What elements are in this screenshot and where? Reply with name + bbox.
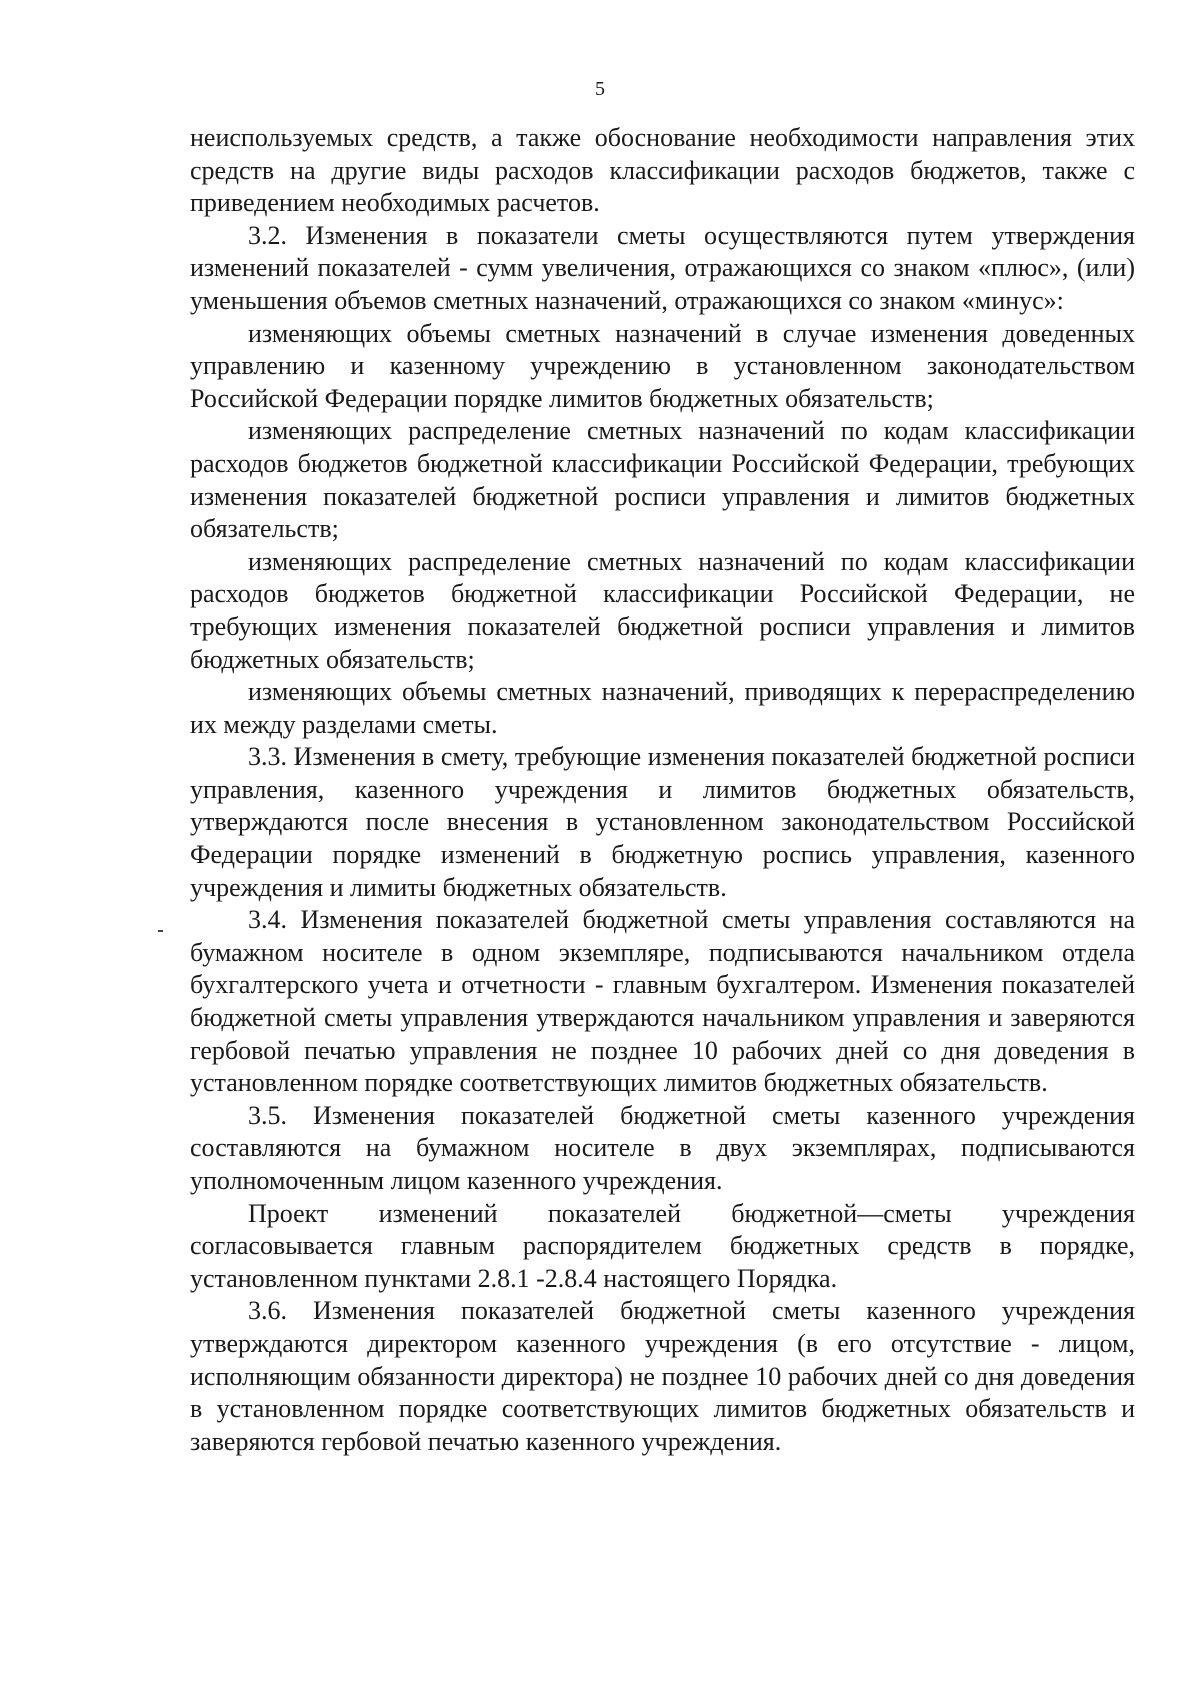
paragraph: изменяющих распределение сметных назначений по кодам классификации расходов бюджетов бюджетной классификации Российской Федерации, не требующих изменения показателей бюджетной росписи управления и лимитов бюджетных обязательств; [190, 546, 1135, 674]
paragraph: изменяющих распределение сметных назначений по кодам классификации расходов бюджетов бюджетной классификации Российской Федерации, требующих изменения показателей бюджетной росписи управления и лимитов бюджетных обязательств; [190, 416, 1135, 544]
scan-mark [158, 930, 163, 932]
paragraph: изменяющих объемы сметных назначений в случае изменения доведенных управлению и казенному учреждению в установленном законодательством Российской Федерации порядке лимитов бюджетных обязательств; [190, 318, 1135, 413]
paragraph: 3.6. Изменения показателей бюджетной сметы казенного учреждения утверждаются директором казенного учреждения (в его отсутствие - лицом, исполняющим обязанности директора) не позднее 10 рабочих дней со дня доведения в установленном порядке соответствующих лимитов бюджетных обязательств и заверяются гербовой печатью казенного учреждения. [190, 1296, 1135, 1456]
page-number: 5 [595, 78, 605, 100]
paragraph: неиспользуемых средств, а также обоснование необходимости направления этих средств на другие виды расходов классификации расходов бюджетов, также с приведением необходимых расчетов. [190, 123, 1135, 218]
paragraph: 3.4. Изменения показателей бюджетной сметы управления составляются на бумажном носителе в одном экземпляре, подписываются начальником отдела бухгалтерского учета и отчетности - главным бухгалтером. Изменения показателей бюджетной сметы управления утверждаются начальником управления и заверяются гербовой печатью управления не позднее 10 рабочих дней со дня доведения в установленном порядке соответствующих лимитов бюджетных обязательств. [190, 905, 1135, 1098]
document-body [190, 122, 1135, 1458]
paragraph: Проект изменений показателей бюджетной—сметы учреждения согласовывается главным распорядителем бюджетных средств в порядке, установленном пунктами 2.8.1 -2.8.4 настоящего Порядка. [190, 1198, 1135, 1293]
paragraph: изменяющих объемы сметных назначений, приводящих к перераспределению их между разделами сметы. [190, 677, 1135, 739]
paragraph: 3.3. Изменения в смету, требующие изменения показателей бюджетной росписи управления, казенного учреждения и лимитов бюджетных обязательств, утверждаются после внесения в установленном законодательством Российской Федерации порядке изменений в бюджетную роспись управления, казенного учреждения и лимиты бюджетных обязательств. [190, 742, 1135, 902]
paragraph: 3.5. Изменения показателей бюджетной сметы казенного учреждения составляются на бумажном носителе в двух экземплярах, подписываются уполномоченным лицом казенного учреждения. [190, 1100, 1135, 1195]
paragraph: 3.2. Изменения в показатели сметы осуществляются путем утверждения изменений показателей - сумм увеличения, отражающихся со знаком «плюс», (или) уменьшения объемов сметных назначений, отражающихся со знаком «минус»: [190, 220, 1135, 315]
